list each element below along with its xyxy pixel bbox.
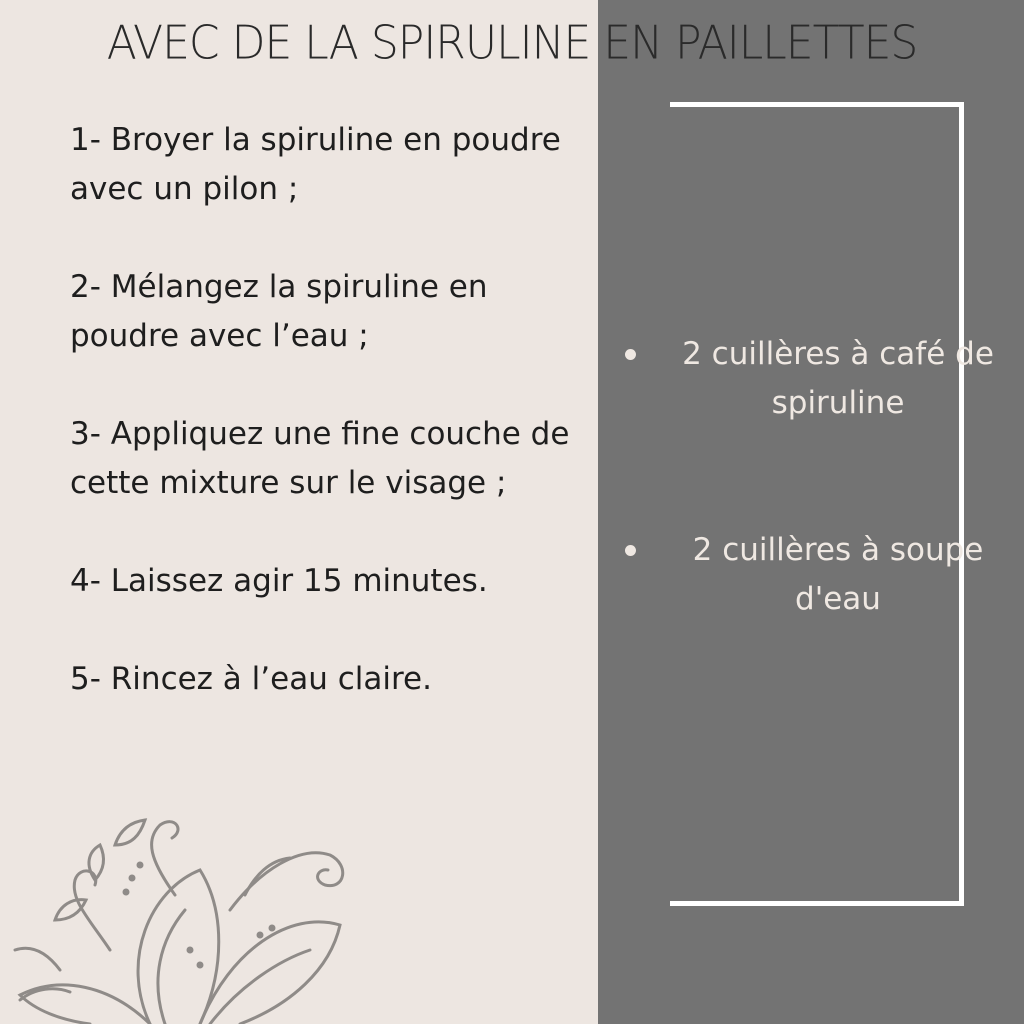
bracket-bottom-line: [670, 901, 964, 906]
bullet-icon: [625, 545, 636, 556]
step-4: 4- Laissez agir 15 minutes.: [70, 563, 488, 599]
bullet-icon: [625, 349, 636, 360]
step-3: 3- Appliquez une fine couche de cette mixture sur le visage ;: [70, 416, 570, 501]
ingredients-list: [620, 330, 1020, 722]
ingredient-text: 2 cuillères à soupe d'eau: [692, 532, 984, 617]
ingredient-item: [620, 330, 1020, 428]
step-1: 1- Broyer la spiruline en poudre avec un pilon ;: [70, 122, 561, 207]
step-2: 2- Mélangez la spiruline en poudre avec l’eau ;: [70, 269, 488, 354]
ingredient-item: [620, 526, 1020, 624]
bracket-top-line: [670, 102, 964, 107]
step-5: 5- Rincez à l’eau claire.: [70, 661, 432, 697]
steps-list: [70, 116, 580, 753]
ingredient-text: 2 cuillères à café de spiruline: [682, 336, 994, 421]
page-title: AVEC DE LA SPIRULINE EN PAILLETTES: [106, 16, 918, 71]
floral-ornament-icon: [0, 800, 400, 1024]
